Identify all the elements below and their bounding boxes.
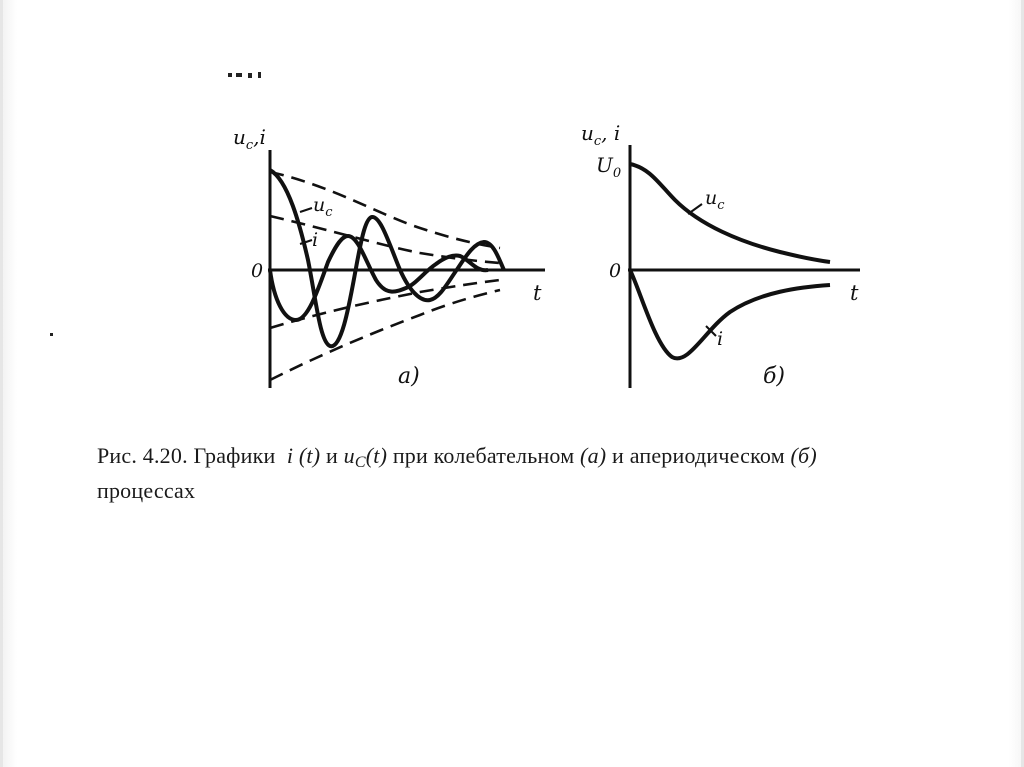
panel-b-i-curve	[630, 270, 830, 358]
panel-a-y-axis-label: $u_c,i$	[233, 125, 266, 153]
caption-u: u	[343, 443, 355, 468]
panel-a-i-curve	[270, 236, 488, 320]
panel-b-y-axis-label: $u_c$, i	[581, 121, 621, 149]
figure-caption	[97, 442, 997, 505]
panel-a-uc-curve	[270, 170, 504, 346]
panel-a-tag: a)	[398, 364, 420, 389]
panel-b-uc-leader-line	[688, 204, 702, 214]
caption-line2: процессах	[97, 478, 196, 503]
panel-a-uc-label: $u_c$	[313, 194, 333, 220]
caption-i-t: i (t)	[286, 443, 321, 468]
scan-artifact	[50, 72, 264, 336]
caption-text-after: при колебательном	[392, 443, 575, 468]
panel-b-tag: б)	[763, 364, 786, 389]
panel-a-origin-label: 0	[251, 260, 264, 282]
panel-a-i-label: i	[312, 229, 319, 251]
panel-b-i-label: i	[717, 328, 724, 350]
panel-b-u0-label: $U_0$	[596, 153, 622, 181]
uc-envelope-lower	[270, 290, 500, 380]
caption-a-tag: (а)	[580, 443, 607, 468]
caption-and: и	[325, 443, 338, 468]
uc-leader-line	[300, 208, 312, 212]
caption-prefix: Рис. 4.20. Графики	[97, 443, 276, 468]
panel-a	[233, 125, 545, 389]
panel-a-envelopes	[270, 172, 500, 380]
panel-b-uc-curve	[630, 164, 830, 262]
panel-b-origin-label: 0	[609, 260, 622, 282]
caption-and2: и апериодическом	[612, 443, 785, 468]
caption-b-tag: (б)	[790, 443, 817, 468]
panel-b-x-axis-label: t	[850, 281, 859, 305]
panel-b-uc-label: $u_c$	[705, 187, 725, 213]
caption-u-arg: (t)	[365, 443, 388, 468]
caption-u-sub: C	[354, 454, 366, 471]
panel-a-x-axis-label: t	[533, 281, 542, 305]
panel-b	[581, 121, 860, 389]
